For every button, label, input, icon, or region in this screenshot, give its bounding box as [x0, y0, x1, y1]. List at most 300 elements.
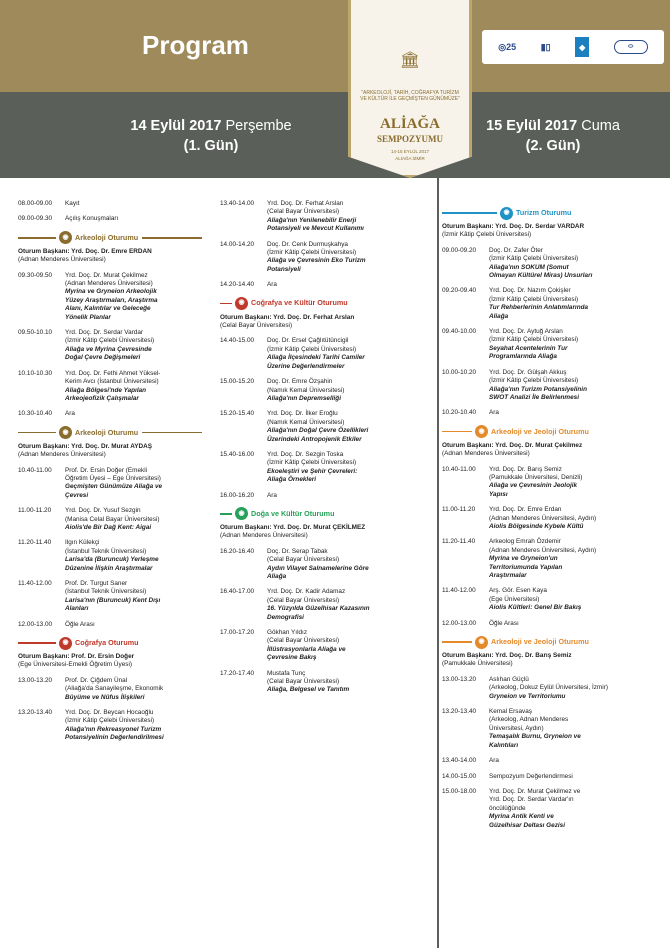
- time-slot: 17.20-17.40: [220, 669, 255, 677]
- speaker-line: (Adnan Menderes Üniversitesi, Aydın): [489, 514, 597, 522]
- talk-title-line: [267, 614, 428, 622]
- talk-details: [65, 709, 208, 743]
- speaker-line: (İstanbul Teknik Üniversitesi): [65, 547, 147, 555]
- speaker-line: Prof. Dr. Ersin Doğer (Emekli: [65, 466, 148, 474]
- speaker-line: Prof. Dr. Çiğdem Ünal: [65, 676, 128, 684]
- time-slot: 16.20-16.40: [220, 547, 255, 555]
- talk-title: Aliağa: [489, 312, 509, 320]
- talk-title: Aliağa Bölgesi'nde Yapılan: [65, 386, 147, 394]
- talk-title: Çevresi: [65, 491, 89, 499]
- speaker-line: Yrd. Doç. Dr. Murat Çekilmez: [65, 271, 148, 279]
- schedule-row: [442, 466, 664, 500]
- talk-title: Gryneion ve Territoriumu: [489, 692, 566, 700]
- column-icon: 🏛: [399, 52, 421, 69]
- schedule-row: [18, 621, 208, 629]
- talk-details: [65, 329, 208, 363]
- talk-title-line: [65, 354, 208, 362]
- speaker-line: (İzmir Kâtip Çelebi Üniversitesi): [65, 337, 155, 345]
- session-header: [220, 297, 428, 311]
- time-slot: 12.00-13.00: [18, 620, 53, 628]
- talk-title: Geçmişten Günümüze Aliağa ve: [65, 483, 163, 491]
- talk-details: [267, 492, 428, 500]
- page-title: Program: [142, 30, 249, 60]
- speaker-line: Ara: [267, 281, 277, 289]
- session-header: [18, 426, 208, 440]
- session-chair-affiliation: (Pamukkale Üniversitesi): [442, 660, 513, 668]
- schedule-row: [220, 629, 428, 663]
- talk-title: Alanları: [65, 605, 89, 613]
- talk-details: [65, 272, 208, 322]
- talk-details: [267, 337, 428, 371]
- time-slot: 13.20-13.40: [442, 708, 477, 716]
- speaker-line: (Aliağa'da Sanayileşme, Ekonomik: [65, 685, 164, 693]
- speaker-line: Kemal Ersavaş: [489, 708, 532, 716]
- speaker-line: Kerim Avcı (İstanbul Üniversitesi): [65, 378, 159, 386]
- talk-details: [65, 580, 208, 614]
- talk-title: Seyahat Acentelerinin Tur: [489, 344, 568, 352]
- municipality-logo: ◆: [575, 37, 589, 57]
- speaker-line: Ara: [489, 409, 499, 417]
- speaker-line: Ara: [267, 491, 277, 499]
- speaker-line: Doç. Dr. Zafer Öter: [489, 246, 543, 254]
- talk-title-line: [489, 272, 664, 280]
- schedule-row: [18, 370, 208, 404]
- time-slot: 10.10-10.30: [18, 369, 53, 377]
- schedule-row: [220, 451, 428, 485]
- speaker-line: Ara: [65, 410, 75, 418]
- speaker-line: (İzmir Kâtip Çelebi Üniversitesi): [267, 249, 357, 257]
- session-chair-affiliation: (Celal Bayar Üniversitesi): [220, 322, 293, 330]
- speaker-line: Yrd. Doç. Dr. Serdar Vardar: [65, 329, 144, 337]
- talk-title: Aiolis'de Bir Dağ Kent: Aigai: [65, 523, 152, 531]
- talk-details: [267, 281, 428, 289]
- talk-title-line: [267, 225, 428, 233]
- talk-title-line: [489, 742, 664, 750]
- time-slot: 15.40-16.00: [220, 450, 255, 458]
- talk-details: [267, 670, 428, 695]
- schedule-row: [18, 539, 208, 573]
- talk-details: [267, 629, 428, 663]
- talk-title: Arkeojeofizik Çalışmalar: [65, 394, 139, 402]
- schedule-row: [18, 467, 208, 501]
- session-chair: Oturum Başkanı: Yrd. Doç. Dr. Murat AYDAŞ: [18, 442, 152, 450]
- speaker-line: (Adnan Menderes Üniversitesi): [65, 280, 153, 288]
- time-slot: 14.20-14.40: [220, 281, 255, 289]
- talk-title-line: [267, 427, 428, 435]
- speaker-line: Öğretim Üyesi – Ege Üniversitesi): [65, 474, 161, 482]
- schedule-row: [220, 378, 428, 403]
- time-slot: 11.40-12.00: [442, 587, 476, 595]
- emblem-place: ALİAĞA İZMİR: [395, 156, 425, 161]
- schedule-row: [18, 507, 208, 532]
- talk-title-line: [65, 288, 208, 296]
- time-slot: 11.20-11.40: [442, 538, 476, 546]
- speaker-line: (Celal Bayar Üniversitesi): [267, 678, 340, 686]
- talk-title: Üzerindeki Antropojenik Etkiler: [267, 435, 362, 443]
- time-slot: 17.00-17.20: [220, 629, 255, 637]
- time-slot: 13.40-14.00: [220, 200, 255, 207]
- talk-title: Aydın Vilayet Salnamelerine Göre: [267, 564, 369, 572]
- session-header: [442, 206, 664, 220]
- talk-details: [65, 215, 208, 223]
- time-slot: 12.00-13.00: [442, 619, 477, 627]
- schedule-row: [18, 677, 208, 702]
- session-rule-left: [442, 641, 472, 643]
- schedule-row: [18, 200, 208, 208]
- talk-title-line: [65, 492, 208, 500]
- session-title: Arkeoloji ve Jeoloji Oturumu: [491, 636, 589, 646]
- time-slot: 09.00-09.20: [442, 246, 477, 254]
- schedule-row: [442, 676, 664, 701]
- geography-icon: ◉: [59, 637, 72, 650]
- talk-title-line: [489, 264, 664, 272]
- talk-title: Olmayan Kültürel Miras) Unsurları: [489, 272, 593, 280]
- time-slot: 10.00-10.20: [442, 368, 477, 376]
- talk-title: Aliağa: [267, 573, 287, 580]
- schedule-row: [220, 548, 428, 582]
- session-header: [18, 636, 208, 650]
- session-title: Arkeoloji Oturumu: [75, 427, 139, 437]
- talk-title: Yapısı: [489, 490, 508, 498]
- session-chair-affiliation: (Adnan Menderes Üniversitesi): [442, 450, 530, 458]
- schedule-row: [442, 287, 664, 321]
- time-slot: 14.00-15.00: [442, 772, 477, 780]
- talk-title-line: [489, 572, 664, 580]
- archaeology-icon: ◉: [59, 426, 72, 439]
- talk-title-line: [489, 733, 664, 741]
- talk-title-line: [65, 605, 208, 613]
- talk-details: [489, 328, 664, 362]
- schedule-row: [442, 369, 664, 403]
- schedule-row: [442, 587, 664, 612]
- speaker-line: (İstanbul Teknik Üniversitesi): [65, 588, 147, 596]
- session-rule-left: [220, 513, 232, 515]
- talk-title: 16. Yüzyılda Güzelhisar Kazasının: [267, 605, 370, 613]
- speaker-line: Yrd. Doç. Dr. Nazım Çokişler: [489, 287, 571, 295]
- talk-details: [489, 620, 664, 628]
- session-rule-left: [442, 431, 472, 433]
- talk-title-line: [489, 555, 664, 563]
- talk-details: [489, 409, 664, 417]
- archaeology-icon: ◉: [475, 425, 488, 438]
- talk-title-line: [267, 573, 428, 581]
- schedule-row: [220, 492, 428, 500]
- speaker-line: Yrd. Doç. Dr. Sezgin Toska: [267, 450, 344, 458]
- time-slot: 11.00-11.20: [18, 507, 52, 515]
- speaker-line: (Celal Bayar Üniversitesi): [267, 556, 340, 564]
- day2-header: 15 Eylül 2017 Cuma (2. Gün): [486, 118, 620, 154]
- speaker-line: (İzmir Kâtip Çelebi Üniversitesi): [489, 336, 579, 344]
- speaker-line: Açılış Konuşmaları: [65, 215, 119, 223]
- session-header: [442, 425, 664, 439]
- time-slot: 15.00-15.20: [220, 378, 255, 386]
- talk-title: Üzerine Değerlendirmeler: [267, 362, 345, 370]
- time-slot: 10.20-10.40: [442, 409, 477, 417]
- talk-title-line: [267, 686, 428, 694]
- speaker-line: Üniversitesi, Aydın): [489, 724, 544, 732]
- speaker-line: Yrd. Doç. Dr. Murat Çekilmez ve: [489, 787, 581, 795]
- time-slot: 08.00-09.00: [18, 200, 53, 207]
- talk-title: Araştırmalar: [489, 572, 527, 579]
- speaker-line: (Arkeolog, Dokuz Eylül Üniversitesi, İzmir): [489, 684, 608, 692]
- talk-title: Aliağa'nın SOKUM (Somut: [489, 263, 569, 271]
- talk-details: [65, 507, 208, 532]
- geography-icon: ◉: [235, 297, 248, 310]
- time-slot: 09.50-10.10: [18, 329, 53, 337]
- schedule-row: [442, 773, 664, 781]
- time-slot: 09.20-09.40: [442, 287, 477, 295]
- talk-title-line: [267, 468, 428, 476]
- talk-title: Myrina ve Gryneion'un: [489, 555, 558, 563]
- talk-title-line: [489, 482, 664, 490]
- talk-title-line: [65, 726, 208, 734]
- speaker-line: Yrd. Doç. Dr. İlker Eroğlu: [267, 410, 338, 418]
- talk-title: Aiolis Kültleri: Genel Bir Bakış: [489, 604, 582, 612]
- session-chair: Oturum Başkanı: Yrd. Doç. Dr. Barış Semiz: [442, 652, 572, 660]
- speaker-line: (Namık Kemal Üniversitesi): [267, 386, 345, 394]
- speaker-line: Yrd. Doç. Dr. Fethi Ahmet Yüksel-: [65, 369, 161, 377]
- speaker-line: (İzmir Kâtip Çelebi Üniversitesi): [267, 459, 357, 467]
- speaker-line: öncülüğünde: [489, 804, 526, 812]
- talk-title: Myrina Antik Kenti ve: [489, 813, 554, 821]
- session-rule-left: [18, 432, 56, 434]
- talk-title-line: [267, 354, 428, 362]
- emblem-dates: 14-15 EYLÜL 2017: [390, 149, 430, 154]
- talk-details: [65, 677, 208, 702]
- talk-title: Programlarında Aliağa: [489, 353, 557, 361]
- talk-title: Doğal Çevre Değişmeleri: [65, 354, 141, 362]
- talk-title: Aliağa ve Myrina Çevresinde: [65, 345, 152, 353]
- session-header: [220, 507, 428, 521]
- speaker-line: (Celal Bayar Üniversitesi): [267, 596, 340, 604]
- schedule-row: [442, 620, 664, 628]
- time-slot: 14.40-15.00: [220, 337, 255, 345]
- talk-details: [267, 241, 428, 275]
- talk-title-line: [267, 266, 428, 274]
- speaker-line: Öğle Arası: [65, 620, 95, 628]
- time-slot: 15.20-15.40: [220, 410, 255, 418]
- time-slot: 09.30-09.50: [18, 271, 53, 279]
- talk-title-line: [65, 305, 208, 313]
- time-slot: 13.00-13.20: [18, 676, 53, 684]
- talk-title: Potansiyeli: [267, 265, 301, 273]
- talk-title: Çevresine Bakış: [267, 654, 317, 662]
- speaker-line: Gökhan Yıldız: [267, 629, 308, 637]
- speaker-line: Doç. Dr. Emre Özşahin: [267, 378, 333, 386]
- talk-title: Aiolis Bölgesinde Kybele Kültü: [489, 522, 584, 530]
- talk-title-line: [489, 394, 664, 402]
- talk-title-line: [65, 565, 208, 573]
- talk-title-line: [65, 483, 208, 491]
- session-rule-right: [142, 432, 202, 434]
- talk-title-line: [267, 363, 428, 371]
- talk-details: [65, 370, 208, 404]
- talk-title-line: [267, 436, 428, 444]
- speaker-line: Prof. Dr. Turgut Saner: [65, 580, 128, 587]
- talk-title-line: [65, 297, 208, 305]
- schedule-row: [442, 538, 664, 580]
- talk-title: Larisa'nın (Buruncuk) Kent Dışı: [65, 596, 161, 604]
- talk-title: Aliağa İlçesindeki Tarihi Camiler: [267, 354, 365, 362]
- session-chair: Oturum Başkanı: Yrd. Doç. Dr. Ferhat Arslan: [220, 313, 355, 321]
- session-chair: Oturum Başkanı: Yrd. Doç. Dr. Serdar VARDAR: [442, 223, 585, 230]
- schedule-row: [442, 328, 664, 362]
- session-chair: Oturum Başkanı: Yrd. Doç. Dr. Murat Çekilmez: [442, 441, 583, 449]
- speaker-line: (Pamukkale Üniversitesi, Denizli): [489, 473, 583, 481]
- speaker-line: (İzmir Kâtip Çelebi Üniversitesi): [489, 255, 579, 263]
- emblem-arc-text: "ARKEOLOJİ, TARİH, COĞRAFYA TURİZM VE KÜLTÜR İLE GEÇMİŞTEN GÜNÜMÜZE": [360, 90, 460, 102]
- talk-title: İllüstrasyonlarla Aliağa ve: [267, 645, 346, 653]
- speaker-line: (Namık Kemal Üniversitesi): [267, 418, 345, 426]
- session-chair: Oturum Başkanı: Yrd. Doç. Dr. Murat ÇEKİLMEZ: [220, 523, 366, 531]
- schedule-row: [220, 337, 428, 371]
- session-title: Doğa ve Kültür Oturumu: [251, 508, 335, 518]
- speaker-line: Yrd. Doç. Dr. Aytuğ Arslan: [489, 328, 563, 336]
- schedule-row: [18, 709, 208, 743]
- talk-details: [267, 410, 428, 444]
- talk-title: Aliağa ve Çevresinin Jeolojik: [489, 482, 578, 490]
- talk-title-line: [489, 822, 664, 830]
- talk-title-line: [267, 395, 428, 403]
- time-slot: 11.20-11.40: [18, 539, 52, 547]
- schedule-row: [442, 409, 664, 417]
- talk-title-line: [65, 694, 208, 702]
- time-slot: 10.40-11.00: [18, 466, 52, 474]
- talk-title-line: [267, 605, 428, 613]
- talk-details: [489, 757, 664, 765]
- emblem-sub: SEMPOZYUMU: [377, 134, 443, 144]
- speaker-line: (Adnan Menderes Üniversitesi, Aydın): [489, 546, 597, 554]
- speaker-line: (İzmir Kâtip Çelebi Üniversitesi): [489, 377, 579, 385]
- time-slot: 15.00-18.00: [442, 787, 477, 795]
- session-chair-affiliation: (İzmir Kâtip Çelebi Üniversitesi): [442, 231, 532, 239]
- talk-details: [489, 538, 664, 580]
- schedule-row: [220, 200, 428, 234]
- session-rule-right: [142, 237, 202, 239]
- session-title: Turizm Oturumu: [516, 207, 572, 217]
- talk-title: Büyüme ve Nüfus İlişkileri: [65, 693, 145, 701]
- speaker-line: Yrd. Doç. Dr. Beycan Hocaoğlu: [65, 709, 154, 717]
- talk-details: [489, 708, 664, 750]
- talk-title-line: [489, 523, 664, 531]
- talk-title: Demografisi: [267, 613, 304, 621]
- emblem-name: ALİAĞA: [379, 116, 440, 132]
- talk-details: [489, 773, 664, 781]
- day1-column-right: [220, 200, 428, 702]
- talk-title-line: [489, 604, 664, 612]
- speaker-line: Aslıhan Güçlü: [489, 675, 529, 683]
- talk-details: [489, 287, 664, 321]
- speaker-line: (İzmir Kâtip Çelebi Üniversitesi): [267, 345, 357, 353]
- talk-title: Alanı, Kalıntılar ve Geleceğe: [65, 305, 151, 313]
- session-rule-left: [18, 237, 56, 239]
- session-chair: Oturum Başkanı: Prof. Dr. Ersin Doğer: [18, 653, 135, 661]
- time-slot: 11.40-12.00: [18, 580, 52, 587]
- speaker-line: Ara: [489, 757, 499, 765]
- talk-title: Güzelhisar Deltası Gezisi: [489, 821, 566, 829]
- day2-column: [442, 200, 664, 837]
- talk-title-line: [65, 597, 208, 605]
- speaker-line: (Arkeolog, Adnan Menderes: [489, 716, 569, 724]
- talk-details: [267, 548, 428, 582]
- schedule-row: [18, 215, 208, 223]
- time-slot: 16.00-16.20: [220, 491, 255, 499]
- talk-title: Düzenine İlişkin Araştırmalar: [65, 564, 153, 572]
- talk-title-line: [489, 813, 664, 821]
- session-chair-affiliation: (Ege Üniversitesi-Emekli Öğretim Üyesi): [18, 661, 132, 669]
- talk-title-line: [489, 304, 664, 312]
- schedule-row: [442, 506, 664, 531]
- talk-details: [65, 621, 208, 629]
- speaker-line: Kayıt: [65, 200, 80, 207]
- speaker-line: (İzmir Kâtip Çelebi Üniversitesi): [489, 295, 579, 303]
- schedule-row: [442, 757, 664, 765]
- talk-details: [267, 588, 428, 622]
- talk-details: [489, 788, 664, 830]
- speaker-line: Doç. Dr. Serap Tabak: [267, 547, 328, 555]
- talk-title-line: [489, 313, 664, 321]
- speaker-line: (Celal Bayar Üniversitesi): [267, 208, 340, 216]
- talk-title: Territoriumunda Yapılan: [489, 563, 563, 571]
- talk-title-line: [65, 734, 208, 742]
- speaker-line: Yrd. Doç. Dr. Barış Semiz: [489, 465, 562, 473]
- speaker-line: Sempozyum Değerlendirmesi: [489, 772, 573, 780]
- session-chair-affiliation: (Adnan Menderes Üniversitesi): [18, 256, 106, 264]
- session-chair-affiliation: (Adnan Menderes Üniversitesi): [220, 532, 308, 540]
- anniversary-logo: ◎ 25: [498, 41, 517, 52]
- talk-details: [489, 676, 664, 701]
- time-slot: 09.40-10.00: [442, 328, 477, 336]
- talk-title-line: [489, 491, 664, 499]
- schedule-row: [220, 241, 428, 275]
- time-slot: 09.00-09.30: [18, 215, 53, 223]
- talk-title: Aliağa'nın Doğal Çevre Özellikleri: [267, 427, 369, 435]
- time-slot: 13.00-13.20: [442, 675, 477, 683]
- talk-details: [489, 247, 664, 281]
- time-slot: 14.00-14.20: [220, 240, 255, 248]
- time-slot: 13.20-13.40: [18, 709, 53, 717]
- speaker-line: Yrd. Doç. Dr. Yusuf Sezgin: [65, 507, 141, 515]
- session-chair: Oturum Başkanı: Yrd. Doç. Dr. Emre ERDAN: [18, 247, 152, 255]
- talk-title: Aliağa'nın Rekreasyonel Turizm: [65, 725, 162, 733]
- speaker-line: Arş. Gör. Esen Kaya: [489, 587, 547, 595]
- talk-title-line: [267, 476, 428, 484]
- talk-title: Yüzey Araştırmaları, Araştırma: [65, 296, 158, 304]
- nature-icon: ◉: [235, 507, 248, 520]
- talk-title: Larisa'da (Buruncuk) Yerleşme: [65, 556, 159, 564]
- speaker-line: Yrd. Doç. Dr. Kadir Adamaz: [267, 588, 346, 596]
- speaker-line: Yrd. Doç. Dr. Gülşah Akkuş: [489, 368, 567, 376]
- time-slot: 16.40-17.00: [220, 588, 255, 596]
- day-divider: [437, 178, 439, 948]
- talk-title-line: [489, 564, 664, 572]
- schedule-row: [220, 670, 428, 695]
- speaker-line: Öğle Arası: [489, 619, 519, 627]
- talk-title-line: [267, 565, 428, 573]
- speaker-line: Doç. Dr. Cenk Durmuşkahya: [267, 240, 348, 248]
- speaker-line: Yrd. Doç. Dr. Emre Erdan: [489, 506, 562, 514]
- talk-title: Aliağa Örnekleri: [267, 476, 317, 484]
- talk-title: Potansiyelinin Değerlendirilmesi: [65, 734, 164, 742]
- session-chair-affiliation: (Adnan Menderes Üniversitesi): [18, 451, 106, 459]
- talk-details: [489, 506, 664, 531]
- talk-title: Potansiyeli ve Mevcut Kullanımı: [267, 225, 364, 233]
- speaker-line: Yrd. Doç. Dr. Serdar Vardar'ın: [489, 796, 574, 804]
- talk-title: Yönelik Planlar: [65, 313, 111, 321]
- time-slot: 11.00-11.20: [442, 506, 476, 514]
- talk-title-line: [65, 395, 208, 403]
- speaker-line: (Manisa Celal Bayar Üniversitesi): [65, 515, 160, 523]
